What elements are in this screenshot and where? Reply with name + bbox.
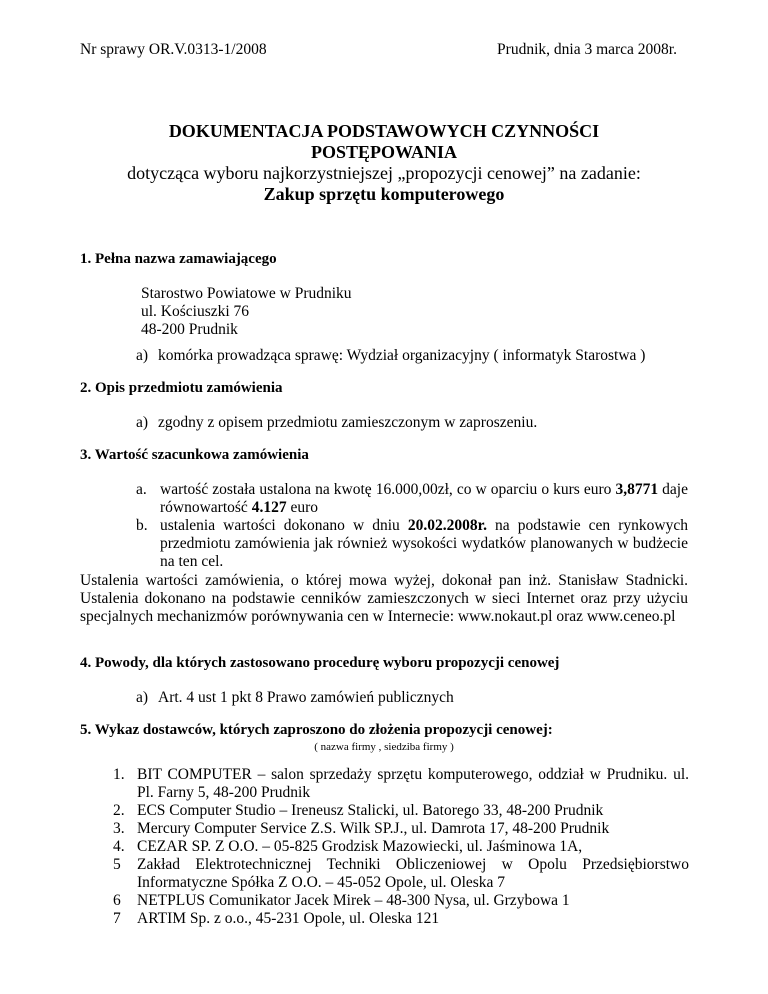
title-line-2: POSTĘPOWANIA [310, 142, 458, 162]
section-2-heading: 2. Opis przedmiotu zamówienia [80, 380, 283, 396]
estimation-date: 20.02.2008r. [407, 517, 487, 534]
section-1-item-a [136, 347, 645, 365]
supplier-text: CEZAR SP. Z O.O. – 05-825 Grodzisk Mazowiecki, ul. Jaśminowa 1A, [137, 838, 583, 855]
supplier-list [113, 766, 689, 928]
title-line-3: dotycząca wyboru najkorzystniejszej „propozycji cenowej” na zadanie: [127, 163, 641, 183]
case-number: Nr sprawy OR.V.0313-1/2008 [80, 41, 267, 58]
section-5-heading: 5. Wykaz dostawców, których zaproszono do złożenia propozycji cenowej: [80, 722, 553, 738]
item-label: a. [136, 481, 147, 498]
supplier-text: BIT COMPUTER – salon sprzedaży sprzętu komputerowego, oddział w Prudniku. ul. Pl. Farny 5, 48-200 Prudnik [137, 766, 689, 801]
exchange-rate: 3,8771 [615, 481, 659, 498]
supplier-text: Mercury Computer Service Z.S. Wilk SP.J., ul. Damrota 17, 48-200 Prudnik [137, 820, 610, 837]
title-line-1: DOKUMENTACJA PODSTAWOWYCH CZYNNOŚCI [168, 121, 600, 141]
list-number: 2. [113, 802, 125, 819]
item-text: wartość została ustalona na kwotę 16.000,00zł, co w oparciu o kurs euro 3,8771 daje równowartość 4.127 euro [160, 481, 688, 516]
section-2-item-a [136, 414, 537, 432]
list-item [113, 802, 689, 820]
list-number: 1. [113, 766, 125, 783]
list-item [113, 910, 689, 928]
item-label: a) [136, 347, 149, 364]
list-item [113, 892, 689, 910]
list-number: 6 [113, 892, 121, 909]
section-3-paragraph: Ustalenia wartości zamówienia, o której mowa wyżej, dokonał pan inż. Stanisław Stadnicki. Ustalenia dokonano na podstawie cenników zamieszczonych w sieci Internet oraz przy użyciu specjalnych mechanizmów porównywania cen w Internecie: www.nokaut.pl oraz www.ceneo.pl [80, 572, 688, 625]
place-date: Prudnik, dnia 3 marca 2008r. [497, 41, 677, 58]
supplier-text: Zakład Elektrotechnicznej Techniki Obliczeniowej w Opolu Przedsiębiorstwo Informatyczne Spółka Z O.O. – 45-052 Opole, ul. Oleska 7 [137, 856, 689, 891]
section-3-heading: 3. Wartość szacunkowa zamówienia [80, 447, 309, 463]
list-item [113, 856, 689, 892]
section-4-heading: 4. Powody, dla których zastosowano procedurę wyboru propozycji cenowej [80, 655, 560, 671]
item-label: b. [136, 517, 148, 534]
address-line: Starostwo Powiatowe w Prudniku [141, 285, 352, 302]
section-3-item-a [136, 481, 688, 517]
section-1-heading: 1. Pełna nazwa zamawiającego [80, 251, 277, 267]
euro-equivalent: 4.127 [251, 499, 287, 516]
supplier-text: NETPLUS Comunikator Jacek Mirek – 48-300 Nysa, ul. Grzybowa 1 [137, 892, 570, 909]
item-text: komórka prowadząca sprawę: Wydział organizacyjny ( informatyk Starostwa ) [158, 347, 646, 364]
section-3-item-b [136, 517, 688, 571]
address-line: 48-200 Prudnik [141, 321, 238, 338]
list-number: 3. [113, 820, 125, 837]
section-4-item-a [136, 689, 454, 707]
title-line-4: Zakup sprzętu komputerowego [263, 184, 505, 204]
list-item [113, 820, 689, 838]
item-text: zgodny z opisem przedmiotu zamieszczonym w zaproszeniu. [158, 414, 538, 431]
list-number: 5 [113, 856, 121, 873]
item-text: ustalenia wartości dokonano w dniu 20.02.2008r. na podstawie cen rynkowych przedmiotu zamówienia jak również wysokości wydatków planowanych w budżecie na ten cel. [160, 517, 688, 570]
orderer-address [141, 285, 352, 339]
document-title [0, 121, 768, 205]
item-text: Art. 4 ust 1 pkt 8 Prawo zamówień publicznych [158, 689, 454, 706]
item-label: a) [136, 689, 149, 706]
address-line: ul. Kościuszki 76 [141, 303, 250, 320]
supplier-text: ARTIM Sp. z o.o., 45-231 Opole, ul. Oleska 121 [137, 910, 440, 927]
list-number: 4. [113, 838, 125, 855]
list-item [113, 766, 689, 802]
section-5-note: ( nazwa firmy , siedziba firmy ) [314, 741, 454, 753]
supplier-text: ECS Computer Studio – Ireneusz Stalicki, ul. Batorego 33, 48-200 Prudnik [137, 802, 604, 819]
list-item [113, 838, 689, 856]
item-label: a) [136, 414, 149, 431]
list-number: 7 [113, 910, 121, 927]
